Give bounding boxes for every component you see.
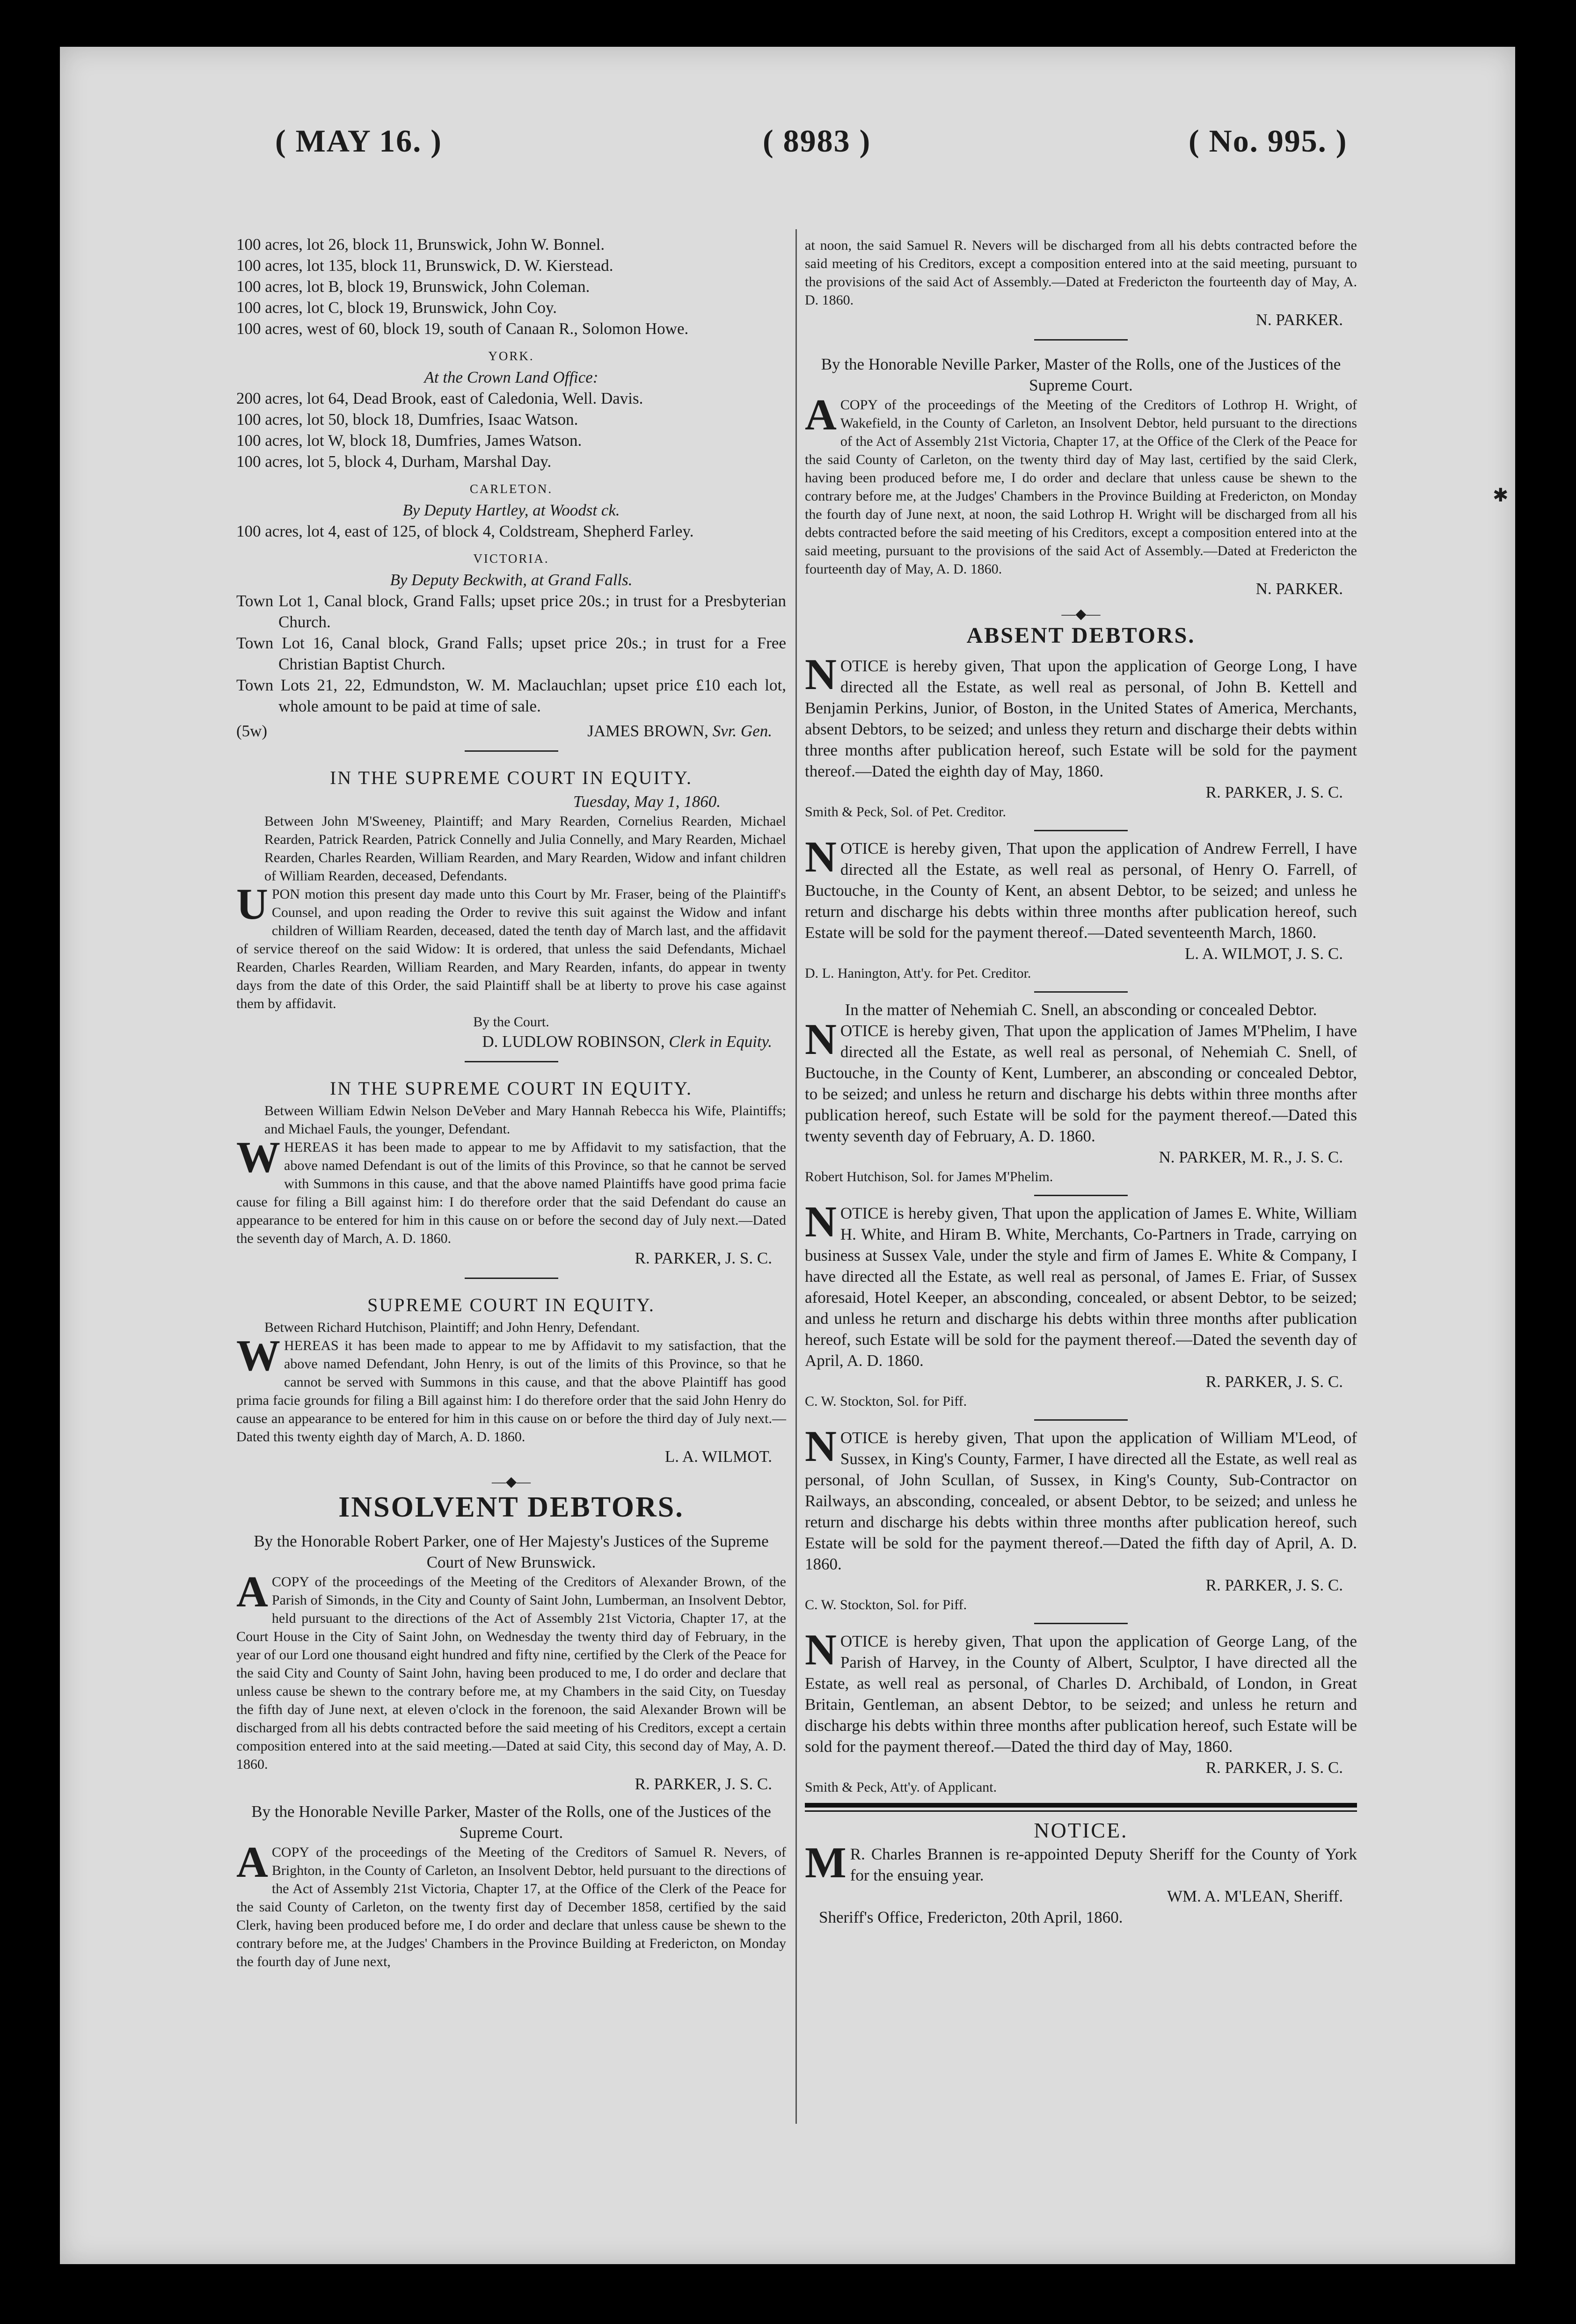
absent-debtor-notice: NOTICE is hereby given, That upon the application of George Long, I have directed all the Estate, as well real as personal, of John B. Kettell and Benjamin Perkins, Junior, of Boston, in the United States of America, Merchants, absent Debtors, to be seized; and unless they return and discharge their debts within three months after publication hereof, such Estate will be sold for the payment thereof.—Dated the eighth day of May, 1860. [805, 650, 1357, 780]
court-parties: Between Richard Hutchison, Plaintiff; and John Henry, Defendant. [264, 1320, 640, 1335]
court-byline: By the Court. [473, 1014, 549, 1030]
lot-entry: 100 acres, lot 50, block 18, Dumfries, Isaac Watson. [236, 410, 578, 428]
drop-cap: A [805, 391, 837, 439]
right-column [805, 236, 1357, 1928]
drop-cap: A [236, 1838, 268, 1887]
lot-entry: 100 acres, west of 60, block 19, south of Canaan R., Solomon Howe. [236, 320, 689, 338]
insolvent-notice: ACOPY of the proceedings of the Meeting of the Creditors of Samuel R. Nevers, of Brighton, in the County of Carleton, an Insolvent Debtor, held pursuant to the directions of the Act of Assembly 21st Victoria, Chapter 17, at the Office of the Clerk of the Peace for the said County of Carleton, on the twenty first day of December 1858, certified by the said Clerk, having been produced before me, I do order and declare that unless cause be shewn to the contrary before me, at the Judges' Chambers in the Province Building at Fredericton, on Monday the fourth day of June next, [236, 1838, 786, 1969]
ornament-divider: —◆— [491, 1474, 531, 1489]
section-divider [805, 330, 1357, 347]
drop-cap: N [805, 1198, 837, 1246]
judge-signature: R. PARKER, J. S. C. [1205, 1758, 1343, 1777]
judge-byline: By the Honorable Neville Parker, Master of the Rolls, one of the Justices of the Supreme Court. [251, 1802, 771, 1842]
section-divider [805, 1410, 1357, 1427]
column-divider [795, 229, 797, 2124]
insolvent-debtors-heading: INSOLVENT DEBTORS. [338, 1491, 684, 1523]
left-column [236, 234, 786, 1971]
ornament-divider: —◆— [1061, 606, 1101, 622]
insolvent-notice: ACOPY of the proceedings of the Meeting of the Creditors of Lothrop H. Wright, of Wakefield, in the County of Carleton, an Insolvent Debtor, held pursuant to the directions of the Act of Assembly 21st Victoria, Chapter 17, at the Office of the Clerk of the Peace for the said County of Carleton, on the twenty third day of May last, certified by the said Clerk, having been produced before me, I do order and declare that unless cause be shewn to the contrary before me, at the Judges' Chambers in the Province Building at Fredericton, on Monday the fourth day of June next, at noon, the said Lothrop H. Wright will be discharged from all his debts contracted before the said meeting of his Creditors, except a composition entered into at the said meeting, pursuant to the provisions of the said Act of Assembly.—Dated at Fredericton the fourteenth day of May, A. D. 1860. [805, 391, 1357, 577]
county-heading: YORK. [488, 349, 534, 363]
section-divider [236, 1052, 786, 1069]
county-heading: VICTORIA. [473, 552, 549, 566]
section-divider [805, 982, 1357, 999]
judge-byline: By the Honorable Neville Parker, Master of the Rolls, one of the Justices of the Supreme Court. [821, 355, 1341, 394]
judge-signature: L. A. WILMOT. [664, 1447, 772, 1466]
court-heading: IN THE SUPREME COURT IN EQUITY. [329, 767, 693, 788]
solicitor-line: Smith & Peck, Sol. of Pet. Creditor. [805, 804, 1007, 820]
absent-debtors-heading: ABSENT DEBTORS. [966, 623, 1196, 648]
drop-cap: W [236, 1331, 280, 1380]
absent-debtor-notice: NOTICE is hereby given, That upon the application of William M'Leod, of Sussex, in King's County, Farmer, I have directed all the Estate, as well real as personal, of John Scullan, of Sussex, in King's County, Sub-Contractor on Railways, an absconding, concealed, or absent Debtor, to be seized; and unless he return and discharge his debts within three months after publication hereof, such Estate will be sold for the payment thereof.—Dated the fifth day of April, A. D. 1860. [805, 1422, 1357, 1573]
lot-entry: 100 acres, lot 135, block 11, Brunswick, D. W. Kierstead. [236, 256, 613, 275]
court-date: Tuesday, May 1, 1860. [573, 792, 721, 811]
insertion-count: (5w) [236, 722, 268, 740]
lot-entry: 100 acres, lot 4, east of 125, of block 4, Coldstream, Shepherd Farley. [236, 522, 694, 540]
sheriff-office-line: Sheriff's Office, Fredericton, 20th April, 1860. [819, 1908, 1123, 1926]
solicitor-line: Smith & Peck, Att'y. of Applicant. [805, 1779, 997, 1795]
notice-heading: NOTICE. [1034, 1818, 1128, 1842]
sheriff-notice: M R. Charles Brannen is re-appointed Deputy Sheriff for the County of York for the ensuing year. [805, 1838, 1357, 1887]
judge-signature: R. PARKER, J. S. C. [1205, 783, 1343, 801]
clerk-signature: D. LUDLOW ROBINSON, Clerk in Equity. [482, 1032, 772, 1051]
judge-signature: R. PARKER, J. S. C. [635, 1249, 772, 1267]
thin-rule [805, 1810, 1357, 1812]
drop-cap: M [805, 1838, 846, 1887]
insolvent-notice-continued: at noon, the said Samuel R. Nevers will be discharged from all his debts contracted before the said meeting of his Creditors, except a composition entered into at the said meeting, pursuant to the provisions of the said Act of Assembly.—Dated at Fredericton the fourteenth day of May, A. D. 1860. [805, 238, 1357, 308]
insolvent-notice: ACOPY of the proceedings of the Meeting of the Creditors of Alexander Brown, of the Parish of Simonds, in the City and County of Saint John, Lumberman, an Insolvent Debtor, held pursuant to the directions of the Act of Assembly 21st Victoria, Chapter 17, at the Court House in the City of Saint John, on Wednesday the twenty third day of February, in the year of our Lord one thousand eight hundred and fifty nine, certified by the Clerk of the Peace for the said City and County of Saint John, having been produced to me, I do order and declare that unless cause be shewn to the contrary before me, at my Chambers in the said City, on Tuesday the fifth day of June next, at eleven o'clock in the forenoon, the said Alexander Brown will be discharged from all his debts contracted before the said meeting of his Creditors, except a certain composition entered into at the said meeting.—Dated at said City, this second day of May, A. D. 1860. [236, 1568, 786, 1772]
court-heading: IN THE SUPREME COURT IN EQUITY. [329, 1078, 693, 1099]
section-divider [236, 741, 786, 758]
judge-byline: By the Honorable Robert Parker, one of Her Majesty's Justices of the Supreme Court of New Brunswick. [254, 1532, 769, 1571]
court-parties: Between William Edwin Nelson DeVeber and Mary Hannah Rebecca his Wife, Plaintiffs; and Michael Fauls, the younger, Defendant. [264, 1103, 786, 1137]
section-divider [805, 1186, 1357, 1203]
absent-debtor-notice: NOTICE is hereby given, That upon the application of James M'Phelim, I have directed all the Estate, as well real as personal, of Nehemiah C. Snell, of Buctouche, in the County of Kent, Lumberer, an absconding or concealed Debtor, to be seized; and unless he return and discharge his debts within three months after publication hereof, such Estate will be sold for the payment thereof.—Dated this twenty seventh day of February, A. D. 1860. [805, 1015, 1357, 1145]
judge-signature: L. A. WILMOT, J. S. C. [1184, 944, 1343, 963]
drop-cap: N [805, 1626, 837, 1674]
matter-heading: In the matter of Nehemiah C. Snell, an absconding or concealed Debtor. [845, 1001, 1317, 1019]
judge-signature: N. PARKER. [1255, 580, 1343, 598]
lot-entry: 100 acres, lot 26, block 11, Brunswick, John W. Bonnel. [236, 235, 605, 254]
office-subheading: At the Crown Land Office: [424, 368, 598, 386]
thick-rule [805, 1803, 1357, 1808]
court-order: WHEREAS it has been made to appear to me by Affidavit to my satisfaction, that the above named Defendant, John Henry, is out of the limits of this Province, so that he cannot be served with Summons in this cause, and that the above Plaintiff has good prima facie grounds for filing a Bill against him: I do therefore order that the said John Henry do cause an appearance to be entered for him in this cause on or before the third day of July next.—Dated this twenty eighth day of March, A. D. 1860. [236, 1331, 786, 1445]
drop-cap: N [805, 833, 837, 881]
margin-mark: ✱ [1493, 485, 1509, 506]
header-date: ( MAY 16. ) [275, 123, 442, 159]
court-order: UPON motion this present day made unto this Court by Mr. Fraser, being of the Plaintiff's Counsel, and upon reading the Order to revive this suit against the Widow and infant children of William Rearden, deceased, dated the tenth day of March last, and the affidavit of service thereof on the said Widow: It is ordered, that unless the said Defendants, Michael Rearden, Charles Rearden, William Rearden, and Mary Rearden, infants, do appear in twenty days from the date of this Order, the said Plaintiff shall be at liberty to prove his case against them by affidavit. [236, 880, 786, 1011]
town-lot-entry: Town Lots 21, 22, Edmundston, W. M. Maclauchlan; upset price £10 each lot, whole amount to be paid at time of sale. [236, 676, 786, 715]
drop-cap: U [236, 880, 268, 929]
drop-cap: A [236, 1568, 268, 1616]
absent-debtor-notice: NOTICE is hereby given, That upon the application of George Lang, of the Parish of Harvey, in the County of Albert, Sculptor, I have directed all the Estate, as well real as personal, of Charles D. Archibald, of London, in Great Britain, Gentleman, an absent Debtor, to be seized; and unless he return and discharge his debts within three months after publication hereof, such Estate will be sold for the payment thereof.—Dated the third day of May, 1860. [805, 1626, 1357, 1756]
lot-entry: 100 acres, lot B, block 19, Brunswick, John Coleman. [236, 277, 590, 296]
sheriff-signature: WM. A. M'LEAN, Sheriff. [1167, 1887, 1343, 1905]
section-divider [236, 1269, 786, 1285]
court-order: WHEREAS it has been made to appear to me by Affidavit to my satisfaction, that the above named Defendant is out of the limits of this Province, so that he cannot be served with Summons in this cause, and that the above named Plaintiffs have good prima facie cause for filing a Bill against him: I do therefore order that the said Defendant do cause an appearance to be entered for him in this cause on or before the second day of July next.—Dated the seventh day of March, A. D. 1860. [236, 1133, 786, 1246]
office-subheading: By Deputy Hartley, at Woodst ck. [402, 501, 620, 519]
section-divider [805, 821, 1357, 838]
judge-signature: R. PARKER, J. S. C. [1205, 1576, 1343, 1594]
drop-cap: N [805, 1015, 837, 1064]
judge-signature: N. PARKER, M. R., J. S. C. [1159, 1148, 1343, 1166]
judge-signature: N. PARKER. [1255, 311, 1343, 329]
section-divider [805, 1614, 1357, 1631]
lot-entry: 100 acres, lot C, block 19, Brunswick, John Coy. [236, 298, 557, 317]
drop-cap: W [236, 1133, 280, 1182]
absent-debtor-notice: NOTICE is hereby given, That upon the application of James E. White, William H. White, and Hiram B. White, Merchants, Co-Partners in Trade, carrying on business at Sussex Vale, under the style and firm of James E. White & Company, I have directed all the Estate, as well real as personal, of James E. Friar, of Sussex aforesaid, Hotel Keeper, an absconding, concealed, or absent Debtor, to be seized; and unless he return and discharge his debts within three months after publication hereof, such Estate will be sold for the payment thereof.—Dated the seventh day of April, A. D. 1860. [805, 1198, 1357, 1370]
solicitor-line: C. W. Stockton, Sol. for Piff. [805, 1394, 967, 1409]
judge-signature: R. PARKER, J. S. C. [1205, 1373, 1343, 1391]
surveyor-signature [236, 720, 786, 741]
solicitor-line: D. L. Hanington, Att'y. for Pet. Creditor. [805, 966, 1031, 981]
header-issue-number: ( No. 995. ) [1189, 123, 1348, 159]
surveyor-title: Svr. Gen. [712, 722, 772, 740]
town-lot-entry: Town Lot 16, Canal block, Grand Falls; upset price 20s.; in trust for a Free Christian Baptist Church. [236, 634, 786, 673]
surveyor-name: JAMES BROWN, [587, 722, 708, 740]
solicitor-line: C. W. Stockton, Sol. for Piff. [805, 1597, 967, 1612]
office-subheading: By Deputy Beckwith, at Grand Falls. [390, 571, 633, 589]
town-lot-entry: Town Lot 1, Canal block, Grand Falls; upset price 20s.; in trust for a Presbyterian Church. [236, 592, 786, 631]
court-parties: Between John M'Sweeney, Plaintiff; and Mary Rearden, Cornelius Rearden, Michael Rearden, Patrick Rearden, Patrick Connelly and Julia Connelly, and Mary Rearden, Michael Rearden, Charles Rearden, William Rearden, and Mary Rearden, Widow and infant children of William Rearden, deceased, Defendants. [264, 813, 786, 884]
court-heading: SUPREME COURT IN EQUITY. [367, 1294, 655, 1315]
lot-entry: 200 acres, lot 64, Dead Brook, east of Caledonia, Well. Davis. [236, 389, 643, 407]
header-page-number: ( 8983 ) [763, 123, 871, 159]
lot-entry: 100 acres, lot W, block 18, Dumfries, James Watson. [236, 431, 582, 450]
absent-debtor-notice: NOTICE is hereby given, That upon the application of Andrew Ferrell, I have directed all the Estate, as well real as personal, of Henry O. Farrell, of Buctouche, in the County of Kent, an absent Debtor, to be seized; and unless he return and discharge his debts within three months after publication hereof, such Estate will be sold for the payment thereof.—Dated seventeenth March, 1860. [805, 833, 1357, 942]
judge-signature: R. PARKER, J. S. C. [635, 1775, 772, 1793]
solicitor-line: Robert Hutchison, Sol. for James M'Phelim. [805, 1169, 1053, 1184]
drop-cap: N [805, 1422, 837, 1471]
drop-cap: N [805, 650, 837, 699]
county-heading: CARLETON. [469, 482, 553, 496]
lot-entry: 100 acres, lot 5, block 4, Durham, Marshal Day. [236, 452, 552, 471]
